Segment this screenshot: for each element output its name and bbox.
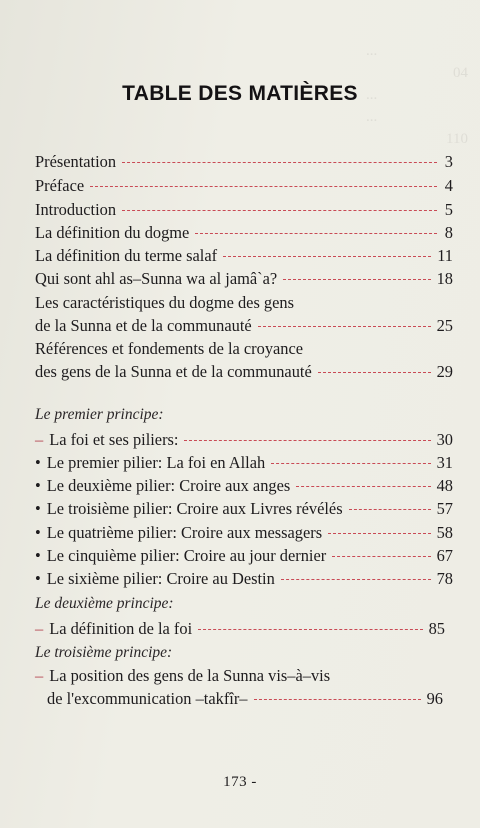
entry-label: Le cinquième pilier: Croire au jour dernier	[46, 546, 327, 565]
toc-entry[interactable]	[35, 244, 453, 267]
toc-entry[interactable]	[35, 451, 453, 474]
dotted-leader	[332, 555, 430, 557]
bullet-icon: •	[35, 453, 41, 472]
entry-label-line1: Les caractéristiques du dogme des gens	[35, 293, 294, 312]
dash-marker: –	[35, 666, 44, 685]
toc-entry[interactable]	[35, 314, 453, 337]
dotted-leader	[283, 278, 430, 280]
entry-label: Le quatrième pilier: Croire aux messagers	[46, 523, 323, 542]
dotted-leader	[349, 508, 431, 510]
toc-entry[interactable]	[47, 687, 443, 710]
entry-label: Le troisième pilier: Croire aux Livres révélés	[46, 499, 343, 518]
toc-entry[interactable]	[35, 617, 445, 640]
dotted-leader	[296, 485, 430, 487]
page-number: 78	[436, 569, 453, 588]
toc-entry[interactable]	[35, 150, 453, 173]
entry-label: de la Sunna et de la communauté	[35, 316, 252, 335]
toc-entry[interactable]	[35, 428, 453, 451]
entry-label: Préface	[35, 176, 85, 195]
page-footer-number: 173 -	[223, 774, 257, 790]
page-number: 5	[444, 200, 453, 219]
entry-label-line1: Références et fondements de la croyance	[35, 339, 304, 358]
entry-label: La foi et ses piliers:	[49, 430, 179, 449]
toc-entry[interactable]	[35, 474, 453, 497]
entry-label: Introduction	[35, 200, 117, 219]
page-number: 85	[428, 619, 445, 638]
page-number: 4	[444, 176, 453, 195]
toc-entry[interactable]	[35, 497, 453, 520]
entry-label: La définition du dogme	[35, 223, 190, 242]
dash-marker: –	[35, 430, 44, 449]
page-number: 31	[436, 453, 453, 472]
bleed-through-text: ... 04 ... ... 110	[366, 43, 468, 147]
page-number: 11	[437, 246, 453, 265]
dotted-leader	[184, 439, 430, 441]
page-number: 29	[436, 362, 453, 381]
entry-label: Le sixième pilier: Croire au Destin	[46, 569, 275, 588]
page-title: TABLE DES MATIÈRES	[122, 82, 358, 105]
entry-label-line1: – La position des gens de la Sunna vis–à–vis	[35, 666, 331, 685]
dotted-leader	[223, 255, 431, 257]
bullet-icon: •	[35, 569, 41, 588]
entry-label: Qui sont ahl as–Sunna wa al jamâ`a?	[35, 269, 278, 288]
page-number: 57	[436, 499, 453, 518]
toc-entry[interactable]	[35, 267, 453, 290]
dotted-leader	[328, 532, 431, 534]
page-number: 25	[436, 316, 453, 335]
entry-label: de l'excommunication –takfîr–	[47, 689, 248, 708]
dotted-leader	[254, 698, 421, 700]
bullet-icon: •	[35, 546, 41, 565]
entry-label: des gens de la Sunna et de la communauté	[35, 362, 312, 381]
page-number: 67	[436, 546, 453, 565]
entry-label: Présentation	[35, 152, 117, 171]
dash-marker: –	[35, 619, 44, 638]
dotted-leader	[271, 462, 430, 464]
dotted-leader	[195, 232, 437, 234]
section-heading: Le troisième principe:	[35, 644, 173, 661]
bullet-icon: •	[35, 523, 41, 542]
entry-label: Le deuxième pilier: Croire aux anges	[46, 476, 291, 495]
dotted-leader	[281, 578, 431, 580]
dotted-leader	[90, 185, 437, 187]
toc-entry[interactable]	[35, 567, 453, 590]
page-number: 58	[436, 523, 453, 542]
page-number: 30	[436, 430, 453, 449]
dotted-leader	[122, 209, 437, 211]
toc-entry[interactable]	[35, 360, 453, 383]
bullet-icon: •	[35, 499, 41, 518]
section-heading: Le deuxième principe:	[35, 595, 174, 612]
dotted-leader	[122, 161, 437, 163]
page-number: 48	[436, 476, 453, 495]
dotted-leader	[198, 628, 422, 630]
section-heading: Le premier principe:	[35, 406, 164, 423]
toc-entry[interactable]	[35, 521, 453, 544]
dotted-leader	[318, 371, 431, 373]
toc-entry[interactable]	[35, 544, 453, 567]
entry-label: La définition du terme salaf	[35, 246, 218, 265]
bullet-icon: •	[35, 476, 41, 495]
toc-entry[interactable]	[35, 198, 453, 221]
page-number: 18	[436, 269, 453, 288]
entry-label: Le premier pilier: La foi en Allah	[46, 453, 266, 472]
page-number: 96	[426, 689, 443, 708]
page-number: 8	[444, 223, 453, 242]
toc-entry[interactable]	[35, 221, 453, 244]
dotted-leader	[258, 325, 431, 327]
entry-label: La définition de la foi	[49, 619, 193, 638]
page-number: 3	[444, 152, 453, 171]
toc-entry[interactable]	[35, 174, 453, 197]
